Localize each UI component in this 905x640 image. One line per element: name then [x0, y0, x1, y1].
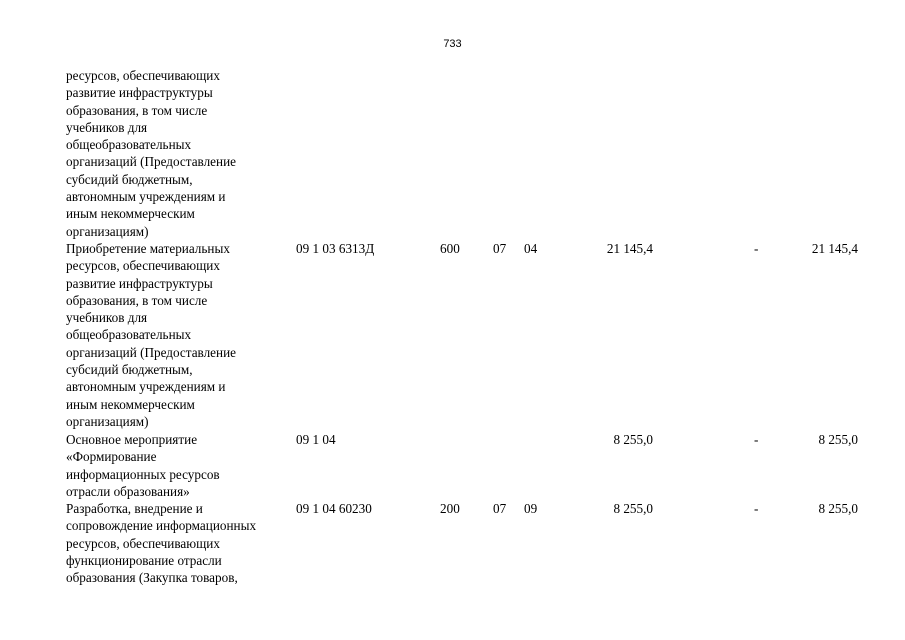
page-number: 733	[443, 38, 462, 50]
row-amount-3: 21 145,4	[811, 241, 858, 256]
row-amount-1: 21 145,4	[606, 241, 653, 256]
row-name: Приобретение материальных ресурсов, обеспечивающих развитие инфраструктуры образования, в том числе учебников для общеобразовательных организаций (Предоставление субсидий бюджетным, автономным учреждениям и иным некоммерческим организациям)	[66, 241, 237, 429]
row-amount-2: -	[754, 501, 759, 516]
row-section: 07	[493, 501, 507, 516]
row-amount-3: 8 255,0	[818, 432, 858, 447]
row-amount-2: -	[754, 241, 759, 256]
row-expense-type: 200	[440, 501, 460, 516]
row-subsection: 04	[524, 241, 538, 256]
row-name: ресурсов, обеспечивающих развитие инфраструктуры образования, в том числе учебников для общеобразовательных организаций (Предоставление субсидий бюджетным, автономным учреждениям и иным некоммерческим организациям)	[66, 68, 237, 239]
row-target-code: 09 1 04	[296, 432, 336, 447]
row-target-code: 09 1 03 6313Д	[296, 241, 375, 256]
row-target-code: 09 1 04 60230	[296, 501, 372, 516]
row-amount-1: 8 255,0	[613, 432, 653, 447]
row-expense-type: 600	[440, 241, 460, 256]
row-amount-2: -	[754, 432, 759, 447]
row-name: Основное мероприятие «Формирование информационных ресурсов отрасли образования»	[66, 432, 220, 499]
row-subsection: 09	[524, 501, 538, 516]
row-amount-3: 8 255,0	[818, 501, 858, 516]
row-amount-1: 8 255,0	[613, 501, 653, 516]
row-name: Разработка, внедрение и сопровождение информационных ресурсов, обеспечивающих функционирование отрасли образования (Закупка товаров,	[66, 501, 257, 586]
row-section: 07	[493, 241, 507, 256]
